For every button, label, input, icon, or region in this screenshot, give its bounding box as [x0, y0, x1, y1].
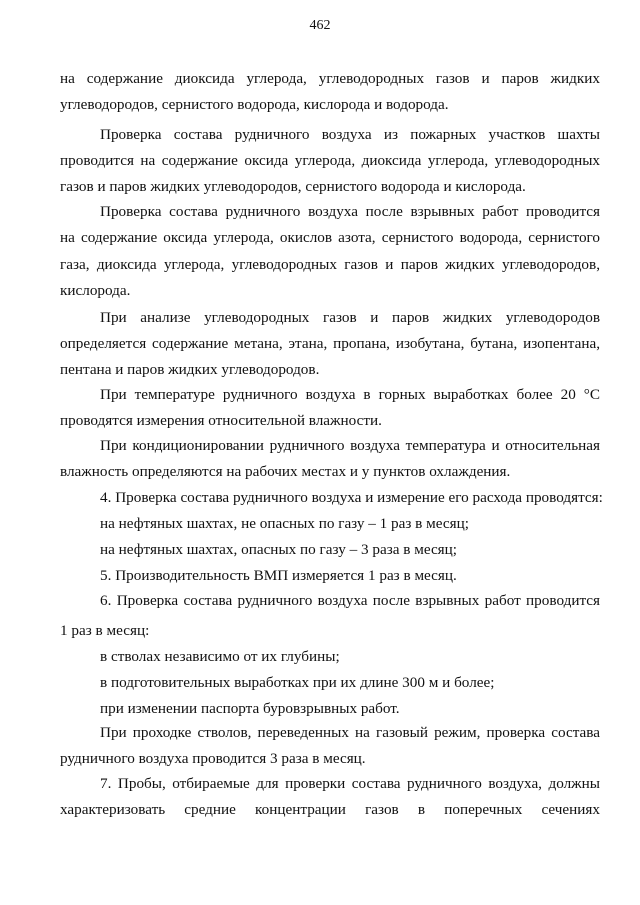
text-line: определяется содержание метана, этана, пропана, изобутана, бутана, изопентана, [60, 335, 600, 352]
list-item: на нефтяных шахтах, не опасных по газу – 1 раз в месяц; [100, 515, 469, 532]
text-line: 1 раз в месяц: [60, 622, 150, 639]
text-line: проводится на содержание оксида углерода, диоксида углерода, углеводородных [60, 152, 600, 169]
text-line: на содержание оксида углерода, окислов азота, сернистого водорода, сернистого [60, 229, 600, 246]
text-line: рудничного воздуха проводится 3 раза в месяц. [60, 750, 366, 767]
text-line: 4. Проверка состава рудничного воздуха и измерение его расхода проводятся: [100, 489, 603, 506]
text-line: газов и паров жидких углеводородов, сернистого водорода и кислорода. [60, 178, 526, 195]
text-line: При температуре рудничного воздуха в горных выработках более 20 °С [100, 386, 600, 403]
text-line: При кондиционировании рудничного воздуха температура и относительная [100, 437, 600, 454]
list-item: при изменении паспорта буровзрывных работ. [100, 700, 400, 717]
text-line: 5. Производительность ВМП измеряется 1 раз в месяц. [100, 567, 457, 584]
text-line: Проверка состава рудничного воздуха после взрывных работ проводится [100, 203, 600, 220]
text-line: 6. Проверка состава рудничного воздуха после взрывных работ проводится [100, 592, 600, 609]
page-number: 462 [309, 18, 331, 33]
text-line: проводятся измерения относительной влажности. [60, 412, 382, 429]
list-item: на нефтяных шахтах, опасных по газу – 3 раза в месяц; [100, 541, 458, 558]
text-line: на содержание диоксида углерода, углеводородных газов и паров жидких [60, 70, 600, 87]
list-item: в стволах независимо от их глубины; [100, 648, 340, 665]
list-item: в подготовительных выработках при их длине 300 м и более; [100, 674, 495, 691]
text-line: При анализе углеводородных газов и паров жидких углеводородов [100, 309, 600, 326]
text-line: При проходке стволов, переведенных на газовый режим, проверка состава [100, 724, 600, 741]
text-line: Проверка состава рудничного воздуха из пожарных участков шахты [100, 126, 600, 143]
text-line: углеводородов, сернистого водорода, кислорода и водорода. [60, 96, 449, 113]
text-line: влажность определяются на рабочих местах и у пунктов охлаждения. [60, 463, 511, 480]
text-line: кислорода. [60, 282, 131, 299]
text-line: характеризовать средние концентрации газов в поперечных сечениях [60, 801, 600, 818]
text-line: газа, диоксида углерода, углеводородных газов и паров жидких углеводородов, [60, 256, 600, 273]
text-line: 7. Пробы, отбираемые для проверки состава рудничного воздуха, должны [100, 775, 600, 792]
text-line: пентана и паров жидких углеводородов. [60, 361, 320, 378]
